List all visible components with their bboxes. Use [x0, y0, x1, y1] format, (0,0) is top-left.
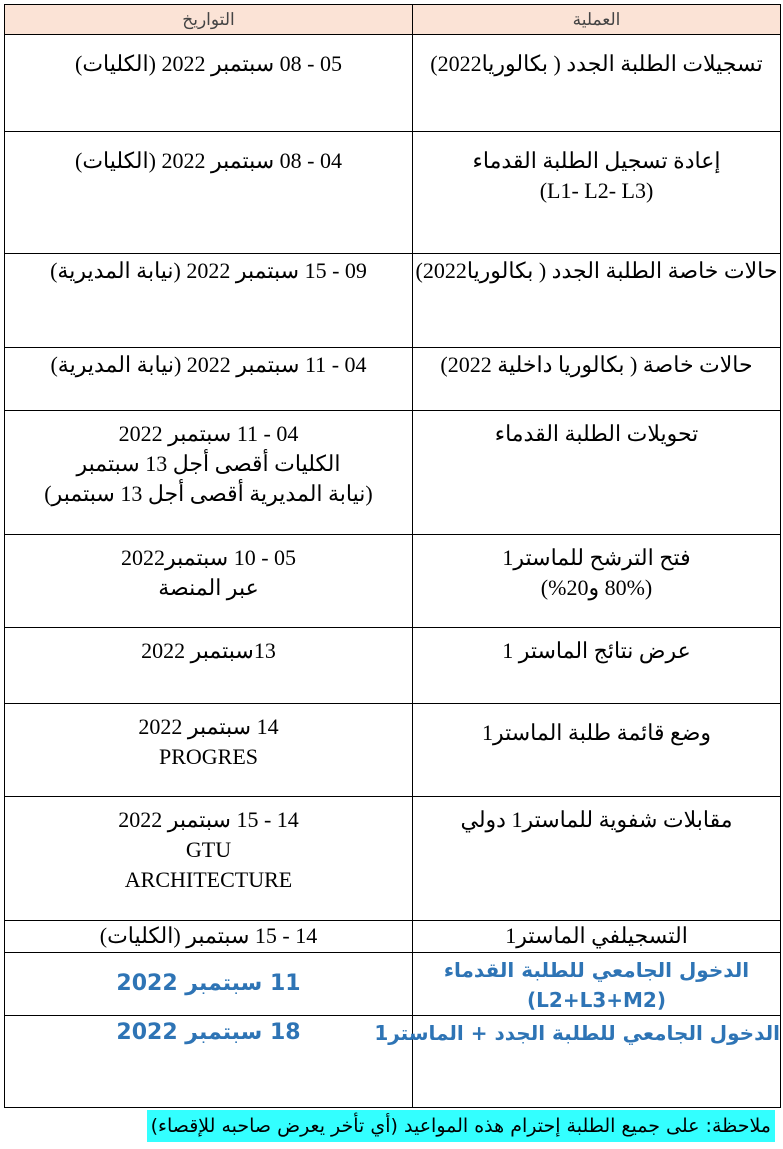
table-row [5, 348, 781, 411]
table-row [5, 628, 781, 704]
operation-text: إعادة تسجيل الطلبة القدماء [472, 148, 721, 173]
table-row [5, 797, 781, 921]
operation-text: (80% و20%) [540, 575, 653, 600]
dates-text: 18 سبتمبر 2022 [116, 1020, 301, 1045]
dates-text: GTU [185, 837, 232, 862]
dates-text: ARCHITECTURE [124, 867, 293, 892]
operation-cell [413, 797, 781, 921]
dates-cell [5, 535, 413, 628]
operation-cell [413, 704, 781, 797]
operation-text: عرض نتائج الماستر 1 [502, 638, 691, 663]
dates-text: الكليات أقصى أجل 13 سبتمبر [76, 451, 341, 476]
dates-text: عبر المنصة [158, 575, 259, 600]
operation-text: (L1- L2- L3) [539, 178, 654, 203]
table-row [5, 132, 781, 254]
dates-cell [5, 254, 413, 348]
operation-text: التسجيلفي الماستر1 [505, 923, 688, 948]
operation-text: الدخول الجامعي للطلبة الجدد + الماستر1 [374, 1021, 780, 1045]
table-row [5, 411, 781, 535]
dates-text: PROGRES [158, 744, 259, 769]
dates-cell [5, 411, 413, 535]
operation-cell [413, 953, 781, 1016]
operation-cell [413, 348, 781, 411]
table-row [5, 704, 781, 797]
operation-cell [413, 535, 781, 628]
dates-text: 04 - 11 سبتمبر 2022 (نيابة المديرية) [50, 352, 367, 377]
operation-text: مقابلات شفوية للماستر1 دولي [460, 807, 733, 832]
operation-cell [413, 628, 781, 704]
dates-cell [5, 953, 413, 1016]
dates-header: التواريخ [5, 5, 413, 35]
table-row [5, 35, 781, 132]
dates-cell [5, 132, 413, 254]
table-row [5, 254, 781, 348]
table-row [5, 1016, 781, 1108]
operation-text: حالات خاصة ( بكالوريا داخلية 2022) [440, 352, 753, 377]
operation-header: العملية [413, 5, 781, 35]
operation-text: فتح الترشح للماستر1 [502, 545, 691, 570]
schedule-table [4, 4, 781, 1108]
dates-text: (نيابة المديرية أقصى أجل 13 سبتمبر) [44, 481, 373, 506]
table-row [5, 921, 781, 953]
dates-cell [5, 921, 413, 953]
operation-cell [413, 411, 781, 535]
dates-cell [5, 1016, 413, 1108]
dates-text: 04 - 11 سبتمبر 2022 [118, 421, 299, 446]
dates-cell [5, 797, 413, 921]
operation-text: وضع قائمة طلبة الماستر1 [481, 720, 712, 745]
operation-cell [413, 254, 781, 348]
dates-text: 05 - 10 سبتمبر2022 [120, 545, 297, 570]
dates-text: 14 - 15 سبتمبر 2022 [118, 807, 299, 832]
operation-text: (L2+L3+M2) [527, 988, 666, 1012]
dates-cell [5, 704, 413, 797]
operation-cell [413, 921, 781, 953]
dates-text: 11 سبتمبر 2022 [116, 971, 301, 996]
dates-text: 05 - 08 سبتمبر 2022 (الكليات) [75, 51, 342, 76]
operation-text: تسجيلات الطلبة الجدد ( بكالوريا2022) [430, 51, 763, 76]
dates-cell [5, 628, 413, 704]
operation-text: حالات خاصة الطلبة الجدد ( بكالوريا2022) [415, 258, 778, 283]
operation-cell [374, 1016, 781, 1108]
dates-text: 13سبتمبر 2022 [141, 638, 276, 663]
table-row [5, 535, 781, 628]
dates-text: 14 سبتمبر 2022 [138, 714, 279, 739]
dates-text: 04 - 08 سبتمبر 2022 (الكليات) [75, 148, 342, 173]
dates-cell [5, 35, 413, 132]
operation-cell [413, 132, 781, 254]
dates-text: 09 - 15 سبتمبر 2022 (نيابة المديرية) [50, 258, 367, 283]
operation-text: تحويلات الطلبة القدماء [494, 421, 699, 446]
dates-cell [5, 348, 413, 411]
note-banner: ملاحظة: على جميع الطلبة إحترام هذه المواعيد (أي تأخر يعرض صاحبه للإقصاء) [147, 1110, 775, 1142]
table-row [5, 953, 781, 1016]
operation-text: الدخول الجامعي للطلبة القدماء [443, 958, 750, 982]
header-row [5, 5, 781, 35]
dates-text: 14 - 15 سبتمبر (الكليات) [99, 923, 318, 948]
operation-cell [413, 35, 781, 132]
